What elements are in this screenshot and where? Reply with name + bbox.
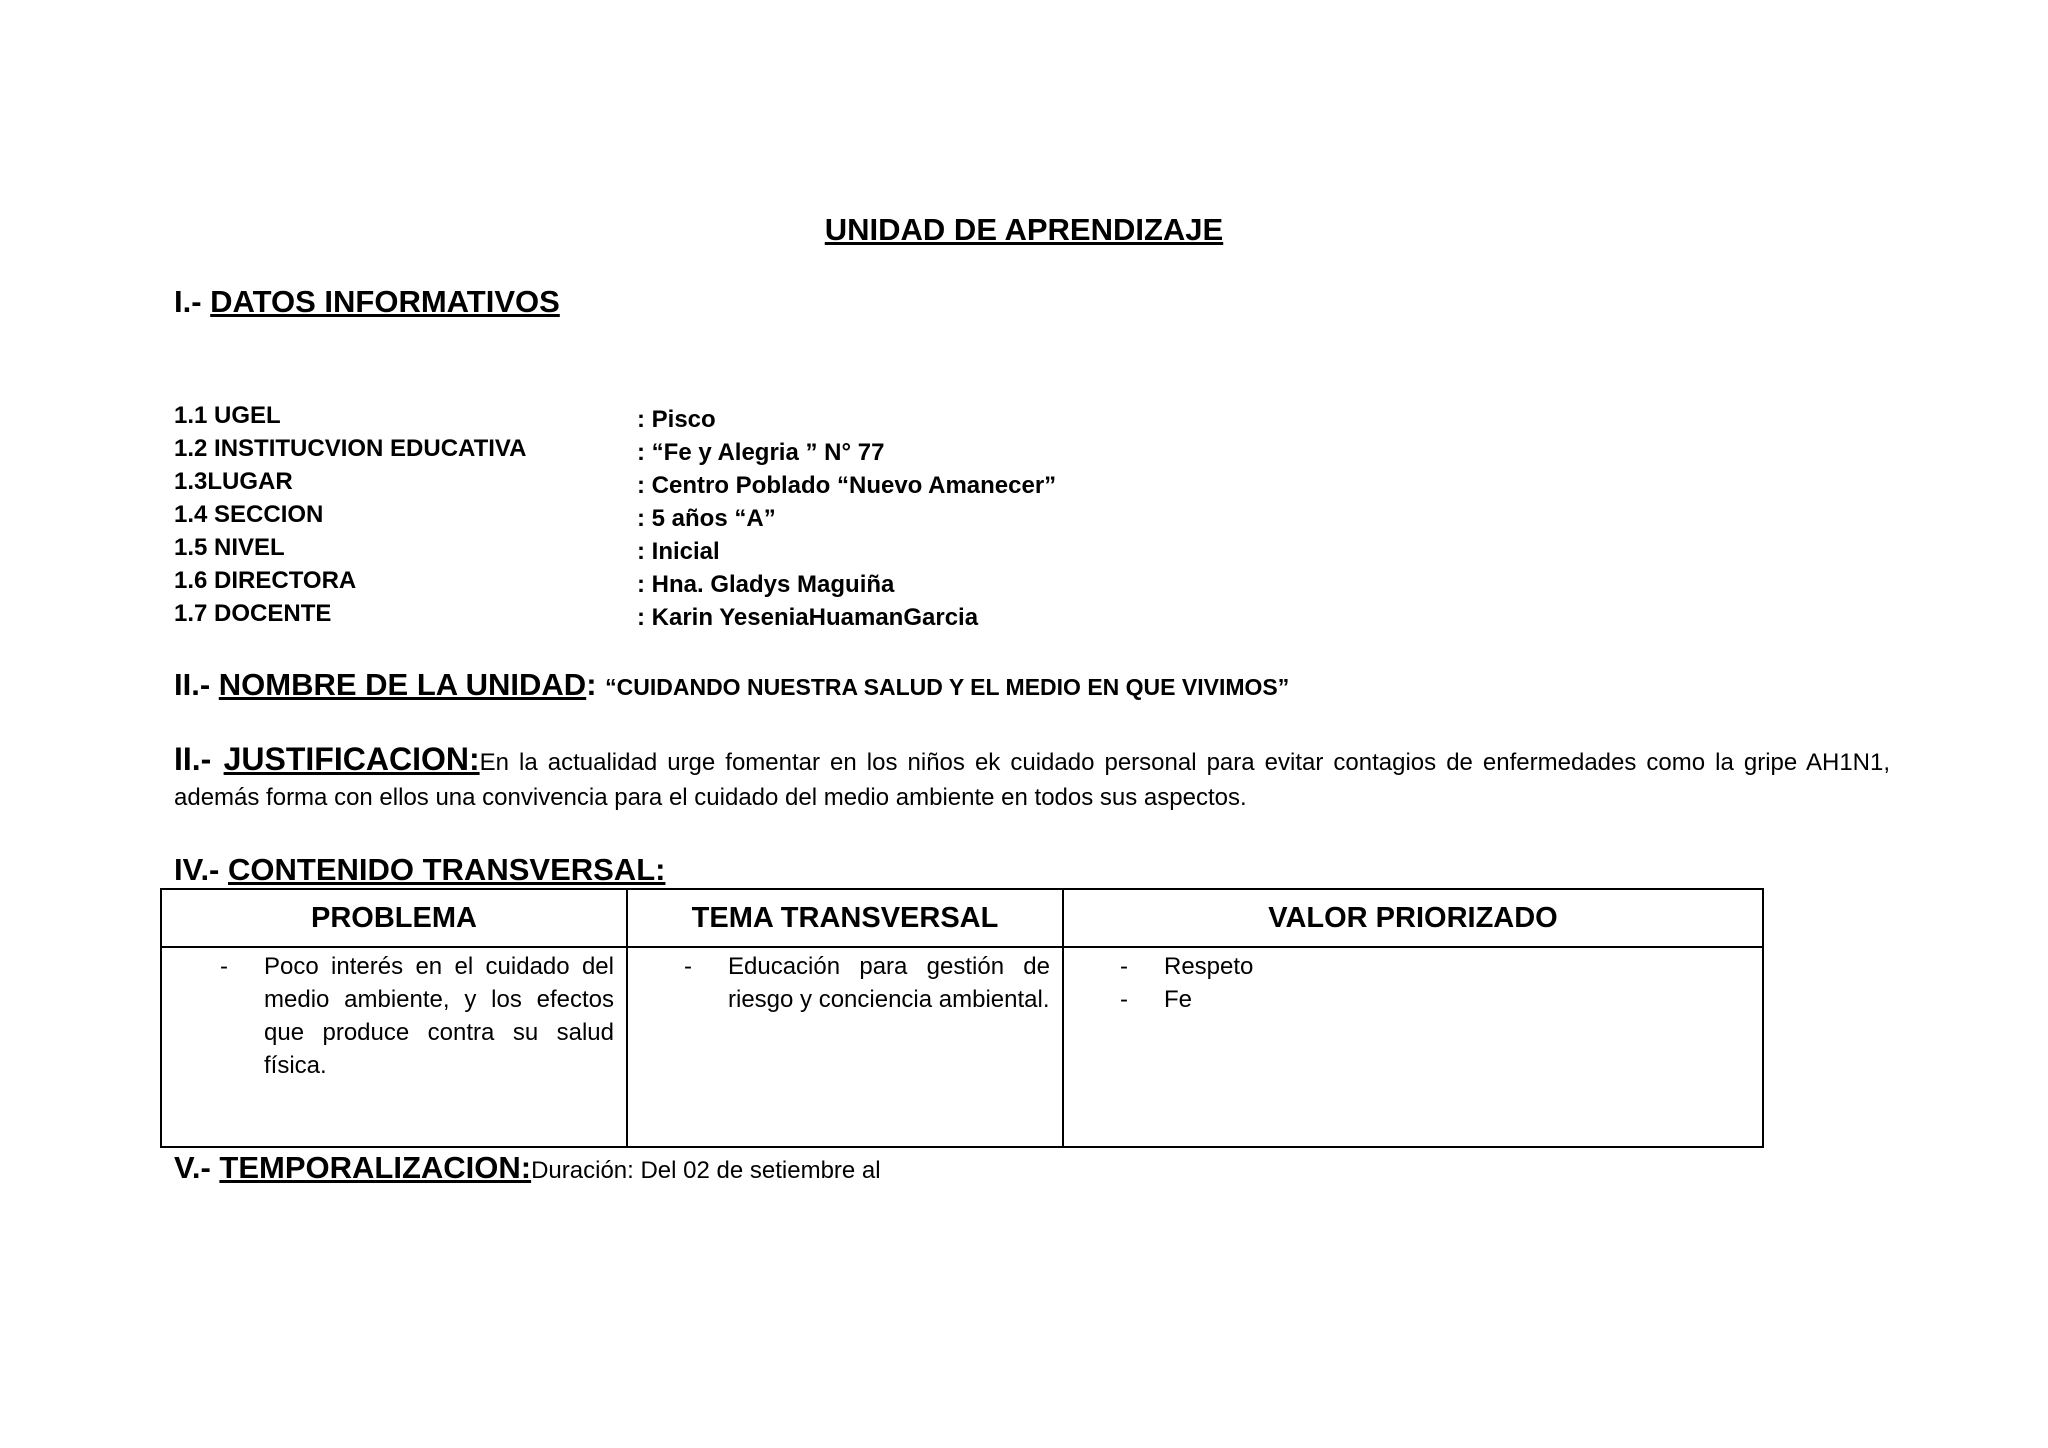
section-justificacion-heading (174, 741, 480, 777)
info-value-lugar: : Centro Poblado “Nuevo Amanecer” (637, 472, 1057, 499)
section-number: V.- (174, 1150, 220, 1185)
section-nombre-heading (174, 667, 1289, 703)
info-label-lugar: 1.3LUGAR (174, 468, 293, 495)
info-value-ugel: : Pisco (637, 406, 716, 433)
info-label-seccion: 1.4 SECCION (174, 501, 324, 528)
info-value-nivel: : Inicial (637, 538, 720, 565)
list-item (1120, 950, 1750, 983)
problema-text: Poco interés en el cuidado del medio ambiente, y los efectos que produce contra su salud física. (264, 953, 614, 1079)
cell-valor (1063, 947, 1763, 1147)
valor-text: Respeto (1164, 953, 1254, 980)
section-number: IV.- (174, 852, 228, 887)
table-row (161, 947, 1763, 1147)
info-value-seccion: : 5 años “A” (637, 505, 776, 532)
justificacion-text: En la actualidad urge fomentar en los niños ek cuidado personal para evitar contagios de enfermedades como la gripe AH1N1, además forma con ellos una convivencia para el cuidado del medio ambiente en todos sus aspectos. (174, 749, 1891, 811)
info-value-directora: : Hna. Gladys Maguiña (637, 571, 895, 598)
info-label-directora: 1.6 DIRECTORA (174, 567, 357, 594)
valor-text: Fe (1164, 986, 1193, 1013)
contenido-transversal-table (160, 888, 1764, 1148)
section-number: I.- (174, 284, 211, 319)
list-dash: - (684, 953, 692, 980)
list-item (684, 950, 1050, 1016)
section-number: II.- (174, 667, 219, 702)
list-item (220, 950, 614, 1082)
section-title: DATOS INFORMATIVOS (210, 284, 560, 319)
info-label-ugel: 1.1 UGEL (174, 402, 281, 429)
section-temporalizacion-heading (174, 1150, 881, 1186)
section-contenido-heading (174, 852, 665, 888)
header-valor-priorizado: VALOR PRIORIZADO (1063, 889, 1763, 947)
info-label-nivel: 1.5 NIVEL (174, 534, 285, 561)
document-title: UNIDAD DE APRENDIZAJE (824, 212, 1224, 247)
header-tema-transversal: TEMA TRANSVERSAL (627, 889, 1063, 947)
section-title: CONTENIDO TRANSVERSAL: (228, 852, 666, 887)
info-value-institucion: : “Fe y Alegria ” N° 77 (637, 439, 885, 466)
temporalizacion-text: Duración: Del 02 de setiembre al (531, 1157, 881, 1184)
section-colon: : (586, 667, 606, 702)
info-value-docente: : Karin YeseniaHuamanGarcia (637, 604, 979, 631)
tema-text: Educación para gestión de riesgo y conciencia ambiental. (728, 953, 1050, 1013)
info-label-docente: 1.7 DOCENTE (174, 600, 332, 627)
section-title: JUSTIFICACION: (223, 741, 480, 777)
section-title: NOMBRE DE LA UNIDAD (218, 667, 587, 702)
table-header-row (161, 889, 1763, 947)
info-label-institucion: 1.2 INSTITUCVION EDUCATIVA (174, 435, 527, 462)
cell-tema (627, 947, 1063, 1147)
list-dash: - (220, 953, 228, 980)
header-problema: PROBLEMA (161, 889, 627, 947)
list-dash: - (1120, 953, 1128, 980)
unidad-name: “CUIDANDO NUESTRA SALUD Y EL MEDIO EN QUE VIVIMOS” (605, 674, 1290, 700)
justificacion-paragraph (174, 742, 1890, 815)
section-datos-heading (174, 284, 560, 320)
list-dash: - (1120, 986, 1128, 1013)
section-number: II.- (174, 741, 224, 777)
section-title: TEMPORALIZACION: (219, 1150, 532, 1185)
cell-problema (161, 947, 627, 1147)
list-item (1120, 983, 1750, 1016)
